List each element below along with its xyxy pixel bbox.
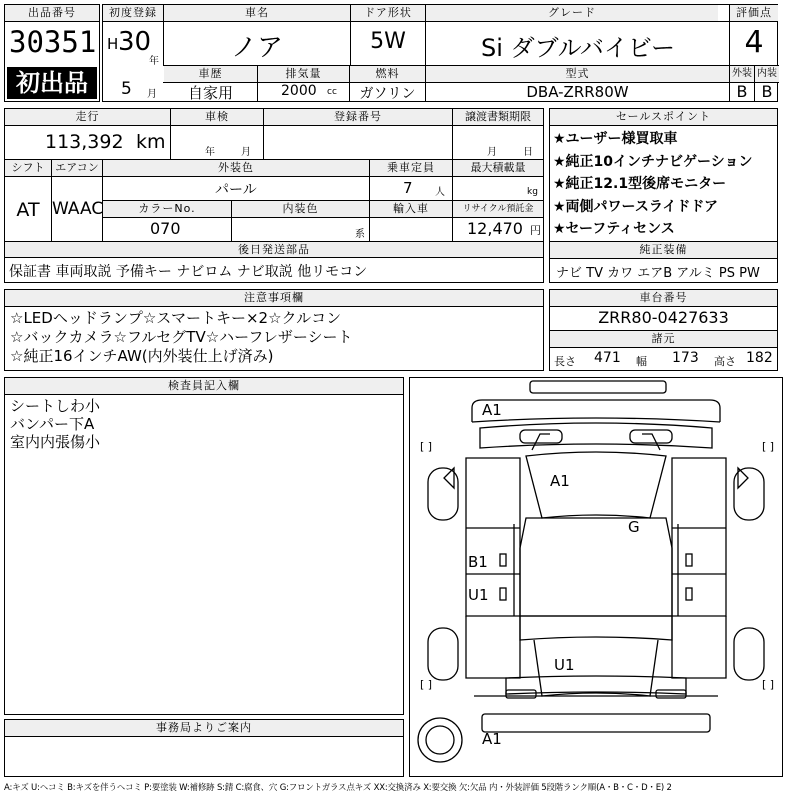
length-label: 長さ — [554, 355, 576, 368]
mark-left-front-door: B1 — [468, 553, 488, 571]
sales-point-item: ★純正12.1型後席モニター — [553, 176, 727, 192]
door-type: 5W — [370, 29, 406, 54]
right-front-bracket: [ ] — [762, 440, 775, 453]
model: DBA-ZRR80W — [526, 83, 629, 101]
load-unit: kg — [527, 187, 538, 197]
grade: Si ダブルバイビー — [481, 34, 675, 62]
import-label: 輸入車 — [370, 201, 452, 217]
car-name-label: 車名 — [164, 5, 350, 21]
inspection-label: 車検 — [171, 109, 263, 125]
capacity-label: 乗車定員 — [370, 160, 452, 176]
legend: A:キズ U:ヘコミ B:キズを伴うヘコミ P:要塗装 W:補修跡 S:錆 C:腐食、穴 G:フロントガラス点キズ XX:交換済み X:要交換 欠:欠品 内・外装評価 5段階ランク順(A・B・C・D・E) 2 — [4, 783, 672, 793]
fuel: ガソリン — [359, 86, 416, 102]
color-value: パール — [215, 182, 257, 198]
chassis-box — [549, 289, 778, 371]
vehicle-info-box — [4, 108, 544, 258]
capacity-value: 7 — [403, 179, 413, 197]
height-value: 182 — [746, 350, 773, 366]
length-value: 471 — [594, 350, 621, 366]
dims-label: 諸元 — [550, 331, 777, 347]
reg-year: 30 — [118, 27, 152, 57]
displacement-unit: cc — [327, 87, 337, 97]
mileage-value: 113,392 — [45, 131, 124, 153]
equipment-box — [549, 241, 778, 283]
grade-label: グレード — [426, 5, 718, 21]
later-parts-value: 保証書 車両取説 予備キー ナビロム ナビ取説 他リモコン — [9, 264, 368, 280]
sales-point-item: ★セーフティセンス — [553, 221, 675, 237]
mileage-unit: km — [136, 131, 166, 153]
color-code-label: カラーNo. — [103, 201, 231, 217]
lot-number: 30351 — [9, 25, 97, 59]
reg-month-unit: 月 — [147, 89, 157, 100]
transfer-day-unit: 日 — [523, 147, 533, 158]
height-label: 高さ — [714, 355, 736, 368]
sales-points-list — [553, 128, 752, 241]
capacity-unit: 人 — [435, 187, 445, 198]
equipment-value: ナビ TV カワ エアB アルミ PS PW — [556, 266, 760, 281]
inspector-label: 検査員記入欄 — [5, 378, 403, 395]
shift-value: AT — [16, 199, 40, 221]
ac-value: WAAC — [52, 199, 104, 219]
width-value: 173 — [672, 350, 699, 366]
lot-box — [4, 4, 100, 102]
door-label: ドア形状 — [351, 5, 425, 21]
shift-label: シフト — [5, 160, 51, 176]
notes-label: 注意事項欄 — [5, 290, 543, 307]
reg-month: 5 — [121, 79, 132, 99]
mark-windshield: G — [628, 518, 640, 536]
left-front-bracket: [ ] — [420, 440, 433, 453]
color-label: 外装色 — [103, 160, 369, 176]
displacement-label: 排気量 — [258, 66, 349, 82]
ac-label: エアコン — [52, 160, 102, 176]
notes-list — [10, 309, 353, 366]
recycle-value: 12,470 — [467, 219, 523, 238]
car-name: ノア — [230, 33, 283, 63]
inspector-notes — [10, 397, 100, 451]
history-label: 車歴 — [164, 66, 257, 82]
note-line: ☆バックカメラ☆フルセグTV☆ハーフレザーシート — [10, 328, 353, 346]
car-outline-diagram — [410, 378, 782, 776]
interior-score: B — [761, 82, 773, 101]
load-label: 最大積載量 — [453, 160, 543, 176]
recycle-label: リサイクル預託金 — [453, 201, 543, 217]
damage-diagram — [409, 377, 783, 777]
plate-label: 登録番号 — [264, 109, 452, 125]
notes-box — [4, 289, 544, 371]
sales-point-item: ★両側パワースライドドア — [553, 198, 719, 215]
spec-box — [102, 4, 778, 102]
inspector-box — [4, 377, 404, 715]
interior-color-label: 内装色 — [232, 201, 369, 217]
exterior-score: B — [736, 82, 748, 101]
lot-label: 出品番号 — [5, 5, 99, 22]
mark-left-rear-door: U1 — [468, 586, 489, 604]
chassis-number: ZRR80-0427633 — [598, 308, 729, 327]
left-rear-bracket: [ ] — [420, 678, 433, 691]
right-rear-bracket: [ ] — [762, 678, 775, 691]
color-code: 070 — [150, 219, 181, 238]
width-label: 幅 — [636, 355, 647, 368]
equipment-label: 純正装備 — [550, 242, 777, 259]
note-line: ☆LEDヘッドランプ☆スマートキー×2☆クルコン — [10, 309, 342, 327]
reg-label: 初度登録 — [103, 5, 163, 21]
history: 自家用 — [187, 84, 233, 102]
later-parts-box — [4, 257, 544, 283]
inspector-note-line: シートしわ小 — [10, 397, 101, 415]
inspection-year-unit: 年 — [205, 147, 215, 158]
sales-points-box — [549, 108, 778, 242]
office-box — [4, 719, 404, 777]
mark-hood: A1 — [550, 472, 570, 490]
later-parts-label: 後日発送部品 — [5, 242, 543, 257]
inspection-month-unit: 月 — [241, 147, 251, 158]
score-value: 4 — [744, 25, 764, 60]
sales-points-label: セールスポイント — [550, 109, 777, 126]
transfer-month-unit: 月 — [487, 147, 497, 158]
interior-color-suffix: 系 — [355, 229, 365, 240]
inspector-note-line: 室内内張傷小 — [10, 433, 101, 451]
mileage-label: 走行 — [5, 109, 170, 125]
model-label: 型式 — [426, 66, 729, 82]
fuel-label: 燃料 — [350, 66, 425, 82]
displacement: 2000 — [281, 83, 317, 99]
reg-era: H — [107, 35, 119, 53]
transfer-label: 譲渡書類期限 — [453, 109, 543, 125]
chassis-label: 車台番号 — [550, 290, 777, 307]
mark-front-bumper: A1 — [482, 401, 502, 419]
reg-year-unit: 年 — [149, 56, 159, 67]
inspector-note-line: バンパー下A — [10, 415, 95, 433]
sales-point-item: ★ユーザー様買取車 — [553, 131, 678, 147]
score-label: 評価点 — [730, 5, 778, 21]
interior-label: 内装 — [755, 66, 779, 82]
mark-rear-bumper: A1 — [482, 730, 502, 748]
recycle-unit: 円 — [530, 224, 541, 237]
sales-point-item: ★純正10インチナビゲーション — [553, 153, 753, 170]
mark-rear-window: U1 — [554, 656, 575, 674]
note-line: ☆純正16インチAW(内外装仕上げ済み) — [10, 347, 274, 365]
exterior-label: 外装 — [730, 66, 754, 82]
first-listing-badge: 初出品 — [7, 67, 97, 99]
office-label: 事務局よりご案内 — [5, 720, 403, 737]
